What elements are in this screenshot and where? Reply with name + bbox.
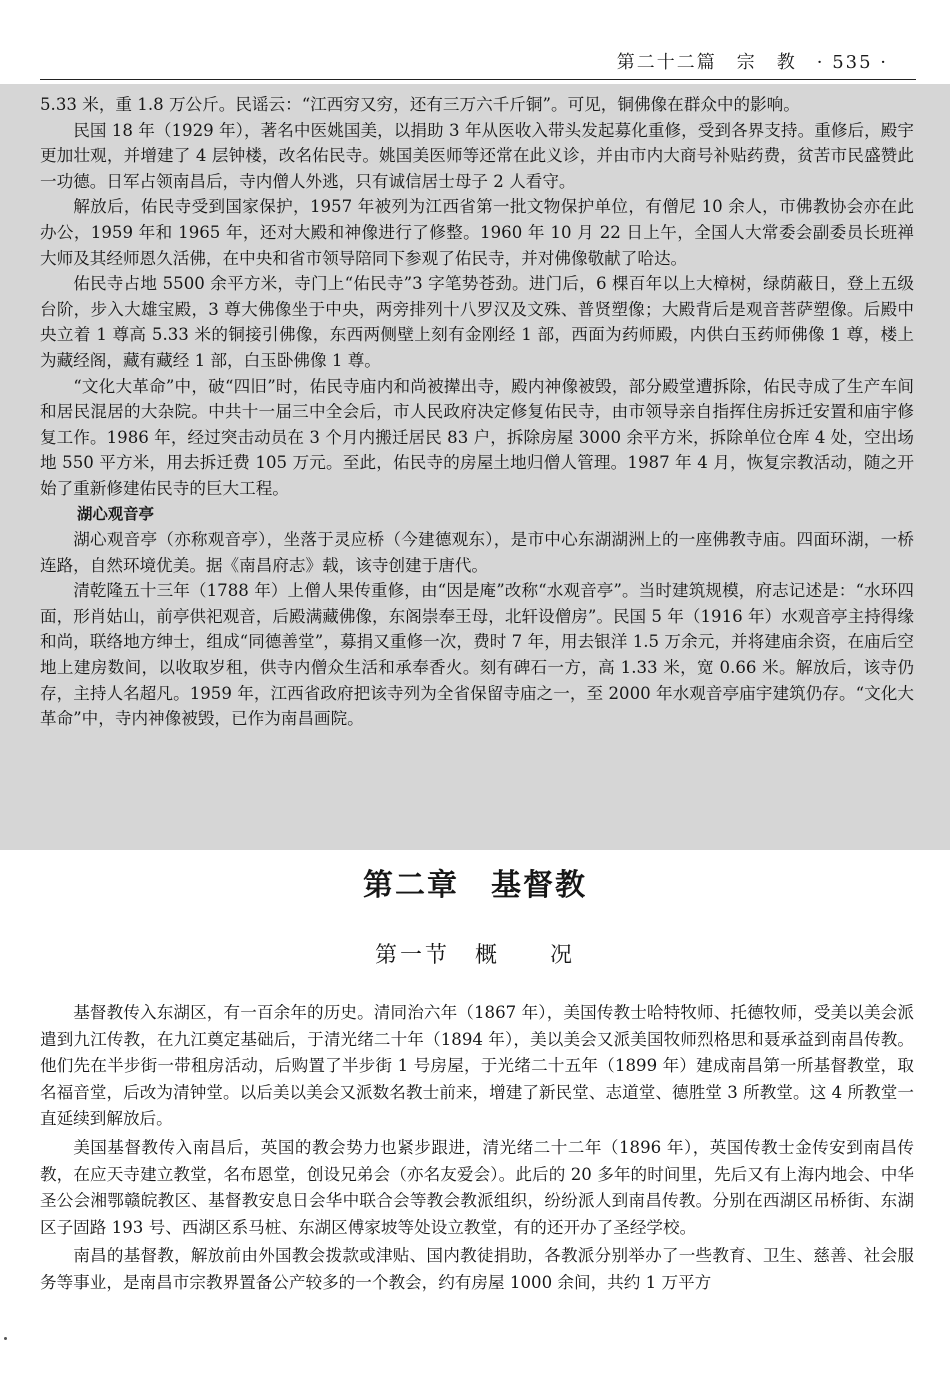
chapter-title: 第二章 基督教 <box>363 868 587 903</box>
scan-speck <box>4 1337 7 1340</box>
highlighted-passage <box>0 84 950 850</box>
paragraph: 清乾隆五十三年（1788 年）上僧人果传重修，由“因是庵”改称“水观音亭”。当时建筑规模，府志记述是：“水环四面，形肖姑山，前亭供祀观音，后殿满藏佛像，东阁崇奉王母，北轩设僧房”。民国 5 年（1916 年）水观音亭主持得缘和尚，联络地方绅士，组成“同德善堂”，募捐又重修一次，费时 7 年，用去银洋 1.5 万余元，并将建庙余资，在庙后空地上建房数间，以收取岁租，供寺内僧众生活和承奉香火。刻有碑石一方，高 1.33 米，宽 0.66 米。解放后，该寺仍存，主持人名超凡。1959 年，江西省政府把该寺列为全省保留寺庙之一，至 2000 年水观音亭庙宇建筑仍存。“文化大革命”中，寺内神像被毁，已作为南昌画院。 <box>40 581 914 729</box>
paragraph: 湖心观音亭（亦称观音亭），坐落于灵应桥（今建德观东），是市中心东湖湖洲上的一座佛教寺庙。四面环湖，一桥连路，自然环境优美。据《南昌府志》载，该寺创建于唐代。 <box>40 530 914 575</box>
paragraph: 5.33 米，重 1.8 万公斤。民谣云：“江西穷又穷，还有三万六千斤铜”。可见，铜佛像在群众中的影响。 <box>40 95 800 114</box>
paragraph: 基督教传入东湖区，有一百余年的历史。清同治六年（1867 年），美国传教士哈特牧师、托德牧师，受美以美会派遣到九江传教，在九江奠定基础后，于清光绪二十年（1894 年），美以美会又派美国牧师烈格思和聂承益到南昌传教。他们先在半步街一带租房活动，后购置了半步街 1 号房屋，于光绪二十五年（1899 年）建成南昌第一所基督教堂，取名福音堂，后改为清钟堂。以后美以美会又派数名教士前来，增建了新民堂、志道堂、德胜堂 3 所教堂。这 4 所教堂一直延续到解放后。 <box>40 1003 914 1129</box>
paragraph: 解放后，佑民寺受到国家保护，1957 年被列为江西省第一批文物保护单位，有僧尼 10 余人，市佛教协会亦在此办公，1959 年和 1965 年，还对大殿和神像进行了修整。1960 年 10 月 22 日上午，全国人大常委会副委员长班禅大师及其经师恩久活佛，在中央和省市领导陪同下参观了佑民寺，并对佛像敬献了哈达。 <box>40 197 914 268</box>
paragraph: 美国基督教传入南昌后，英国的教会势力也紧步跟进，清光绪二十二年（1896 年），英国传教士金传安到南昌传教，在应天寺建立教堂，名布恩堂，创设兄弟会（亦名友爱会）。此后的 20 多年的时间里，先后又有上海内地会、中华圣公会湘鄂赣皖教区、基督教安息日会华中联合会等教会教派组织，纷纷派人到南昌传教。分别在西湖区吊桥街、东湖区子固路 193 号、西湖区系马桩、东湖区傅家坡等处设立教堂，有的还开办了圣经学校。 <box>40 1137 914 1237</box>
paragraph: “文化大革命”中，破“四旧”时，佑民寺庙内和尚被撵出寺，殿内神像被毁，部分殿堂遭拆除，佑民寺成了生产车间和居民混居的大杂院。中共十一届三中全会后，市人民政府决定修复佑民寺，由市领导亲自指挥住房拆迁安置和庙宇修复工作。1986 年，经过突击动员在 3 个月内搬迁居民 83 户，拆除房屋 3000 余平方米，拆除单位仓库 4 处，空出场地 550 平方米，用去拆迁费 105 万元。至此，佑民寺的房屋土地归僧人管理。1987 年 4 月，恢复宗教活动，随之开始了重新修建佑民寺的巨大工程。 <box>40 376 914 498</box>
page-header <box>40 38 916 80</box>
header-rule <box>40 79 916 80</box>
paragraph: 民国 18 年（1929 年），著名中医姚国美，以捐助 3 年从医收入带头发起募化重修，受到各界支持。重修后，殿宇更加壮观，并增建了 4 层钟楼，改名佑民寺。姚国美医师等还常在此义诊，并由市内大商号补贴药费，贫苦市民盛赞此一功德。日军占领南昌后，寺内僧人外逃，只有诚信居士母子 2 人看守。 <box>40 120 914 191</box>
highlighted-passage-text <box>40 92 914 732</box>
paragraph: 佑民寺占地 5500 余平方米，寺门上“佑民寺”3 字笔势苍劲。进门后，6 棵百年以上大樟树，绿荫蔽日，登上五级台阶，步入大雄宝殿，3 尊大佛像坐于中央，两旁排列十八罗汉及文殊、普贤塑像；大殿背后是观音菩萨塑像。后殿中央立着 1 尊高 5.33 米的铜接引佛像，东西两侧壁上刻有金刚经 1 部，西面为药师殿，内供白玉药师佛像 1 尊，楼上为藏经阁，藏有藏经 1 部，白玉卧佛像 1 尊。 <box>40 274 914 370</box>
subheading: 湖心观音亭 <box>76 504 154 523</box>
paragraph: 南昌的基督教，解放前由外国教会拨款或津贴、国内教徒捐助，各教派分别举办了一些教育、卫生、慈善、社会服务等事业，是南昌市宗教界置备公产较多的一个教会，约有房屋 1000 余间，共约 1 万平方 <box>40 1246 914 1292</box>
body-text <box>40 1000 914 1297</box>
section-title: 第一节 概 况 <box>374 943 575 968</box>
running-header: 第二十二篇 宗 教 · 535 · <box>616 52 888 73</box>
